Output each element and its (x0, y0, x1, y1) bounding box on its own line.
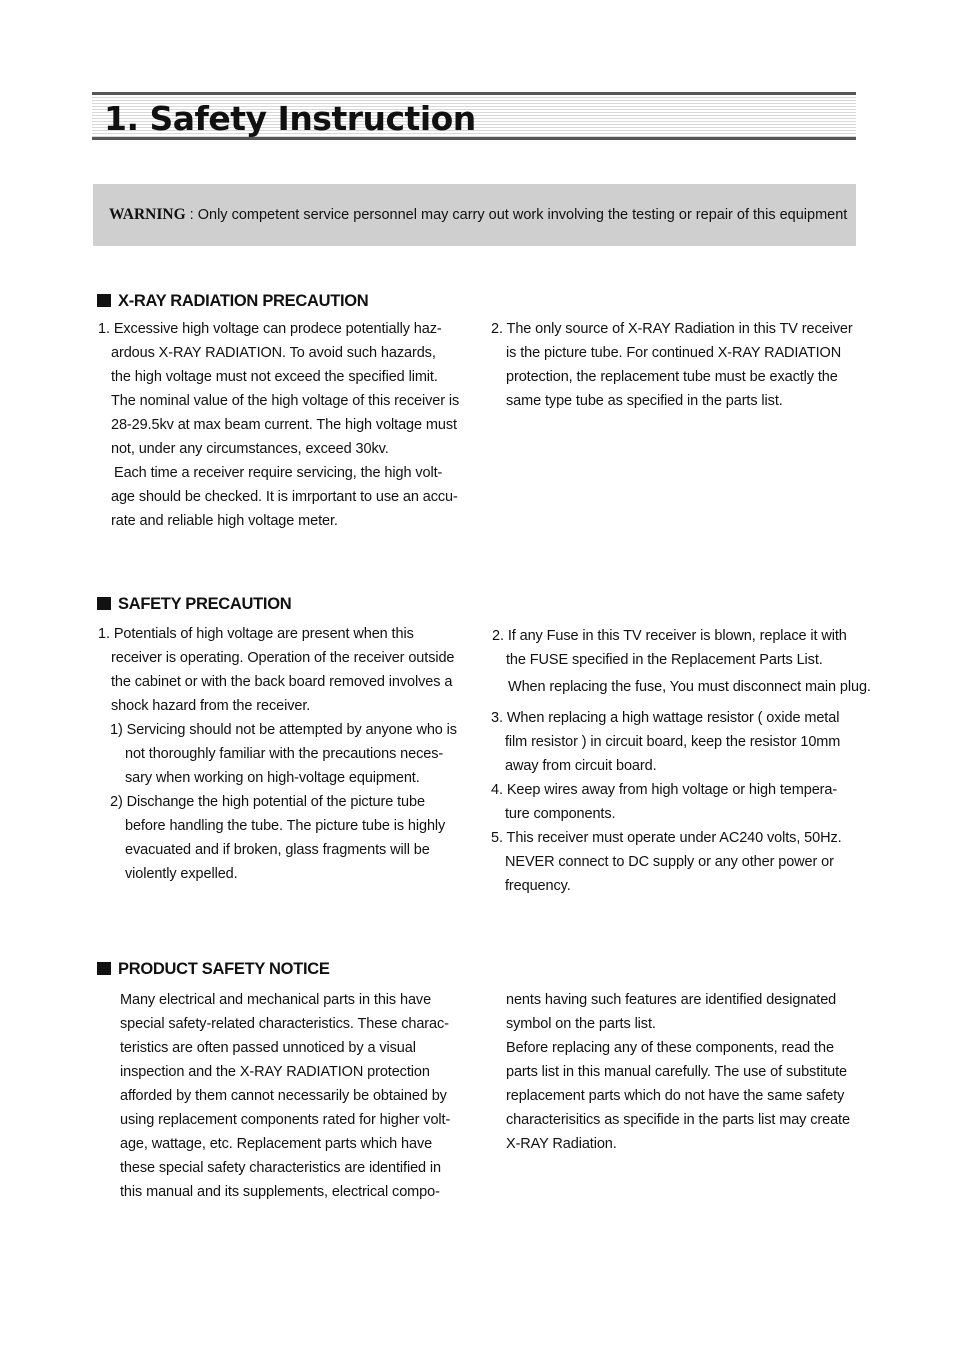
text-line: Before replacing any of these components, read the (506, 1040, 834, 1056)
text-line: ture components. (505, 806, 616, 822)
text-line: evacuated and if broken, glass fragments will be (125, 842, 430, 858)
text-line: nents having such features are identified designated (506, 992, 837, 1008)
text-line: not thoroughly familiar with the precautions neces- (125, 746, 444, 762)
text-line: 1) Servicing should not be attempted by anyone who is (110, 722, 457, 738)
safety-heading (97, 595, 291, 614)
product-right-text (506, 988, 850, 1156)
text-line: afforded by them cannot necessarily be obtained by (120, 1088, 447, 1104)
warning-text (109, 206, 847, 224)
warning-message: : Only competent service personnel may carry out work involving the testing or repair of this equipment (185, 207, 848, 223)
xray-heading-text: X-RAY RADIATION PRECAUTION (118, 292, 369, 310)
text-line: receiver is operating. Operation of the receiver outside (111, 650, 455, 666)
text-line: special safety-related characteristics. These charac- (120, 1016, 449, 1032)
text-line: 3. When replacing a high wattage resistor ( oxide metal (491, 710, 840, 726)
text-line: 2) Dischange the high potential of the picture tube (110, 794, 425, 810)
product-left-text (120, 988, 450, 1204)
text-line: The nominal value of the high voltage of this receiver is (111, 393, 460, 409)
safety-right-text-b (491, 706, 842, 898)
text-line: frequency. (505, 878, 571, 894)
xray-right-text (491, 317, 853, 413)
text-line: rate and reliable high voltage meter. (111, 513, 338, 529)
text-line: inspection and the X-RAY RADIATION protection (120, 1064, 430, 1080)
warning-box (93, 184, 856, 246)
text-line: When replacing the fuse, You must disconnect main plug. (508, 679, 871, 695)
text-line: the FUSE specified in the Replacement Parts List. (506, 652, 823, 668)
text-line: age should be checked. It is imrportant to use an accu- (111, 489, 458, 505)
page-title-bar (92, 92, 856, 140)
heading-square-icon (97, 962, 111, 975)
text-line: away from circuit board. (505, 758, 657, 774)
text-line: before handling the tube. The picture tube is highly (125, 818, 446, 834)
xray-left-text (98, 317, 459, 533)
text-line: 5. This receiver must operate under AC240 volts, 50Hz. (491, 830, 842, 846)
xray-heading (97, 292, 368, 311)
text-line: using replacement components rated for higher volt- (120, 1112, 451, 1128)
text-line: NEVER connect to DC supply or any other power or (505, 854, 834, 870)
text-line: protection, the replacement tube must be exactly the (506, 369, 838, 385)
product-heading (97, 960, 330, 979)
heading-square-icon (97, 597, 111, 610)
text-line: shock hazard from the receiver. (111, 698, 311, 714)
text-line: 2. If any Fuse in this TV receiver is blown, replace it with (492, 628, 847, 644)
text-line: violently expelled. (125, 866, 238, 882)
page-title: 1. Safety Instruction (104, 99, 476, 138)
fuse-note (508, 675, 871, 699)
text-line: sary when working on high-voltage equipment. (125, 770, 420, 786)
text-line: the high voltage must not exceed the specified limit. (111, 369, 438, 385)
text-line: characterisitics as specifide in the parts list may create (506, 1112, 850, 1128)
text-line: 4. Keep wires away from high voltage or high tempera- (491, 782, 838, 798)
safety-heading-text: SAFETY PRECAUTION (118, 595, 292, 613)
text-line: same type tube as specified in the parts list. (506, 393, 783, 409)
text-line: 28-29.5kv at max beam current. The high voltage must (111, 417, 457, 433)
text-line: the cabinet or with the back board removed involves a (111, 674, 453, 690)
text-line: replacement parts which do not have the same safety (506, 1088, 845, 1104)
text-line: parts list in this manual carefully. The use of substitute (506, 1064, 848, 1080)
text-line: ardous X-RAY RADIATION. To avoid such hazards, (111, 345, 436, 361)
text-line: age, wattage, etc. Replacement parts which have (120, 1136, 433, 1152)
text-line: is the picture tube. For continued X-RAY RADIATION (506, 345, 842, 361)
text-line: Each time a receiver require servicing, the high volt- (114, 465, 443, 481)
text-line: not, under any circumstances, exceed 30kv. (111, 441, 389, 457)
text-line: teristics are often passed unnoticed by a visual (120, 1040, 416, 1056)
warning-label: WARNING (109, 206, 186, 223)
text-line: 1. Potentials of high voltage are present when this (98, 626, 414, 642)
text-line: symbol on the parts list. (506, 1016, 656, 1032)
text-line: film resistor ) in circuit board, keep the resistor 10mm (505, 734, 841, 750)
text-line: this manual and its supplements, electrical compo- (120, 1184, 440, 1200)
product-heading-text: PRODUCT SAFETY NOTICE (118, 960, 330, 978)
safety-right-text-a (492, 624, 847, 672)
heading-square-icon (97, 294, 111, 307)
text-line: X-RAY Radiation. (506, 1136, 617, 1152)
text-line: these special safety characteristics are identified in (120, 1160, 442, 1176)
text-line: Many electrical and mechanical parts in this have (120, 992, 432, 1008)
text-line: 1. Excessive high voltage can prodece potentially haz- (98, 321, 442, 337)
text-line: 2. The only source of X-RAY Radiation in this TV receiver (491, 321, 853, 337)
safety-left-text (98, 622, 457, 886)
